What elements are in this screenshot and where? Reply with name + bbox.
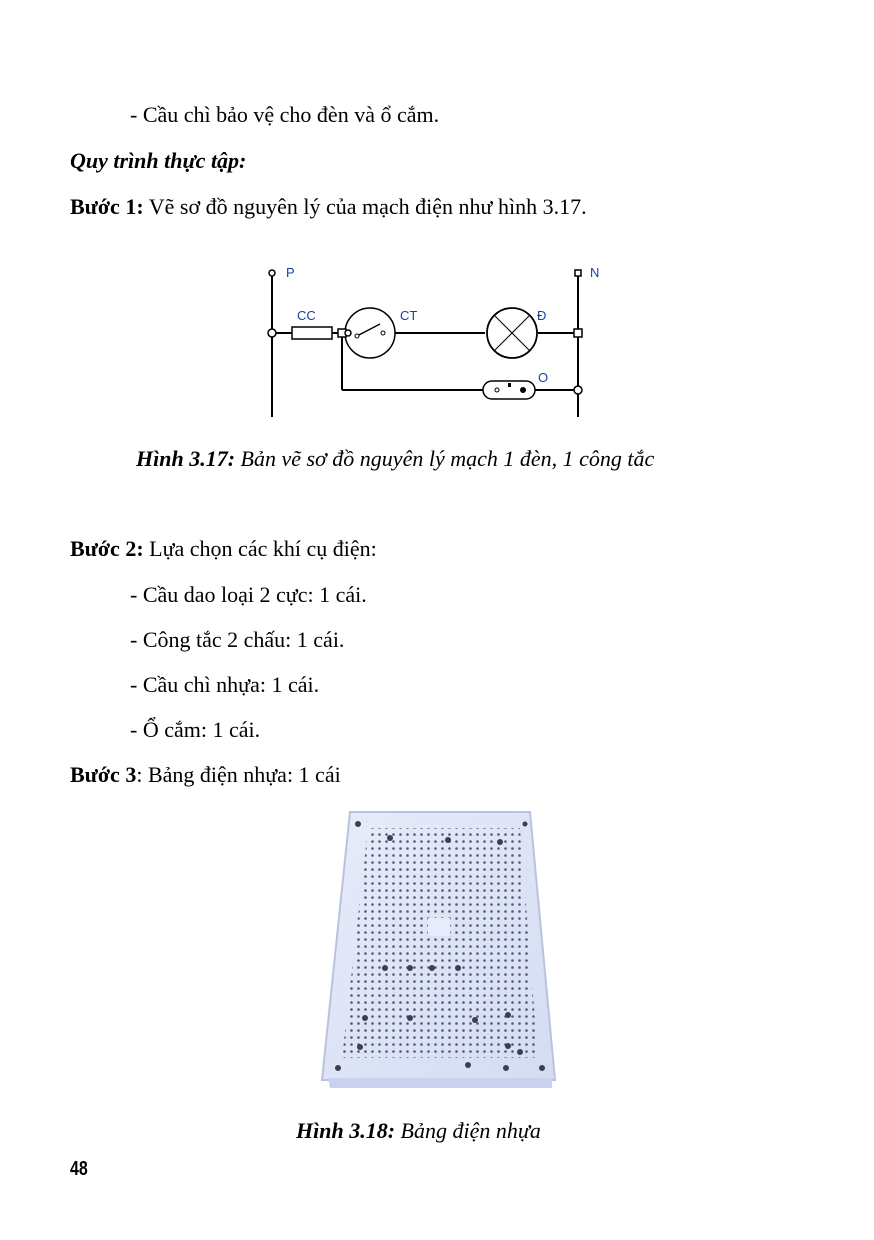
plastic-board-photo: [320, 810, 560, 1090]
figure-3-17-caption: [136, 446, 654, 472]
step-2-text: Lựa chọn các khí cụ điện:: [143, 536, 377, 561]
caption-label: Hình 3.17:: [136, 446, 236, 471]
label-n: N: [590, 265, 600, 280]
step-2: [70, 536, 377, 562]
step-1: [70, 194, 587, 220]
lamp-symbol: [487, 308, 537, 358]
intro-list-item: - Cầu chì bảo vệ cho đèn và ổ cắm.: [130, 102, 440, 127]
label-d: Đ: [537, 308, 547, 323]
fuse-symbol: [292, 327, 332, 339]
caption-label: Hình 3.18:: [296, 1118, 396, 1143]
socket-symbol: [483, 381, 535, 399]
caption-text: Bản vẽ sơ đồ nguyên lý mạch 1 đèn, 1 công tắc: [235, 446, 655, 471]
list-item: - Ổ cắm: 1 cái.: [130, 717, 261, 742]
step-3-text: : Bảng điện nhựa: 1 cái: [136, 762, 341, 787]
label-o: O: [538, 370, 549, 385]
label-cc: CC: [297, 308, 316, 323]
figure-3-18-caption: [296, 1118, 541, 1144]
step-1-text: Vẽ sơ đồ nguyên lý của mạch điện như hình 3.17.: [143, 194, 587, 219]
step-3: [70, 762, 341, 788]
circuit-diagram: [255, 262, 605, 422]
step-2-label: Bước 2:: [70, 536, 144, 561]
page-number: 48: [70, 1158, 88, 1180]
list-item: - Công tắc 2 chấu: 1 cái.: [130, 627, 345, 652]
switch-symbol: [345, 308, 395, 358]
list-item: - Cầu dao loại 2 cực: 1 cái.: [130, 582, 367, 607]
step-3-label: Bước 3: [70, 762, 137, 787]
list-item: - Cầu chì nhựa: 1 cái.: [130, 672, 320, 697]
step-1-label: Bước 1:: [70, 194, 144, 219]
label-ct: CT: [400, 308, 418, 323]
label-p: P: [286, 265, 295, 280]
caption-text: Bảng điện nhựa: [395, 1118, 541, 1143]
section-heading: Quy trình thực tập:: [70, 148, 247, 173]
